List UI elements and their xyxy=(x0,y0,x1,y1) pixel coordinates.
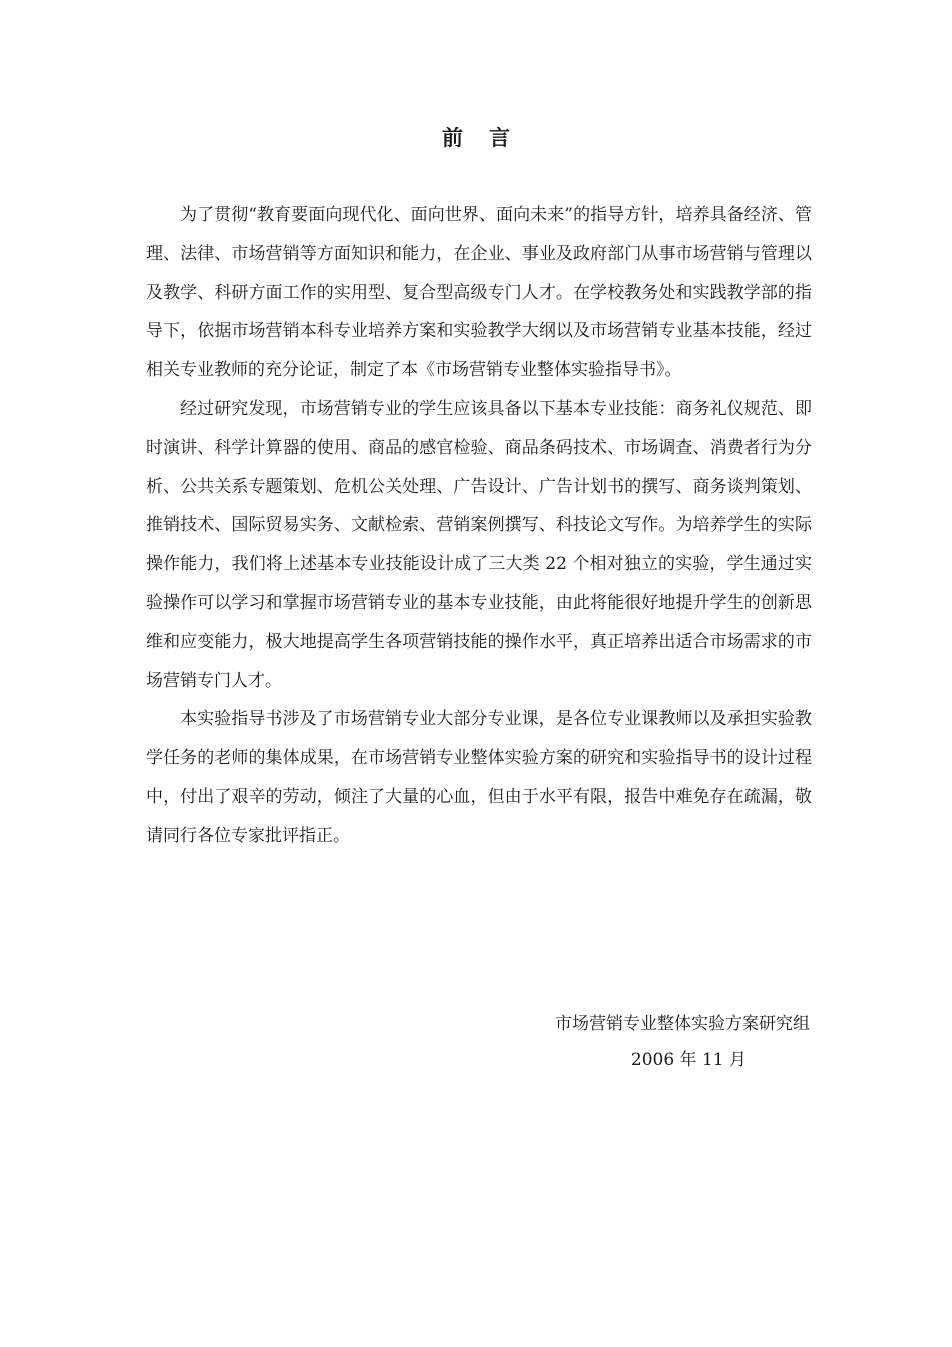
signature-block xyxy=(146,1006,810,1078)
paragraph-3: 本实验指导书涉及了市场营销专业大部分专业课，是各位专业课教师以及承担实验教学任务的老师的集体成果，在市场营销专业整体实验方案的研究和实验指导书的设计过程中，付出了艰辛的劳动，倾注了大量的心血，但由于水平有限，报告中难免存在疏漏，敬请同行各位专家批评指正。 xyxy=(146,709,812,846)
page-title: 前言 xyxy=(442,125,536,150)
paragraph-2: 经过研究发现，市场营销专业的学生应该具备以下基本专业技能：商务礼仪规范、即时演讲、科学计算器的使用、商品的感官检验、商品条码技术、市场调查、消费者行为分析、公共关系专题策划、危机公关处理、广告设计、广告计划书的撰写、商务谈判策划、推销技术、国际贸易实务、文献检索、营销案例撰写、科技论文写作。为培养学生的实际操作能力，我们将上述基本专业技能设计成了三大类 22 个相对独立的实验，学生通过实验操作可以学习和掌握市场营销专业的基本专业技能，由此将能很好地提升学生的创新思维和应变能力，极大地提高学生各项营销技能的操作水平，真正培养出适合市场需求的市场营销专门人才。 xyxy=(146,398,812,691)
preface-body xyxy=(146,196,812,856)
signature-author: 市场营销专业整体实验方案研究组 xyxy=(555,1014,810,1034)
paragraph-1: 为了贯彻“教育要面向现代化、面向世界、面向未来”的指导方针，培养具备经济、管理、法律、市场营销等方面知识和能力，在企业、事业及政府部门从事市场营销与管理以及教学、科研方面工作的实用型、复合型高级专门人才。在学校教务处和实践教学部的指导下，依据市场营销本科专业培养方案和实验教学大纲以及市场营销专业基本技能，经过相关专业教师的充分论证，制定了本《市场营销专业整体实验指导书》。 xyxy=(146,205,812,381)
signature-date: 2006 年 11 月 xyxy=(630,1050,746,1070)
